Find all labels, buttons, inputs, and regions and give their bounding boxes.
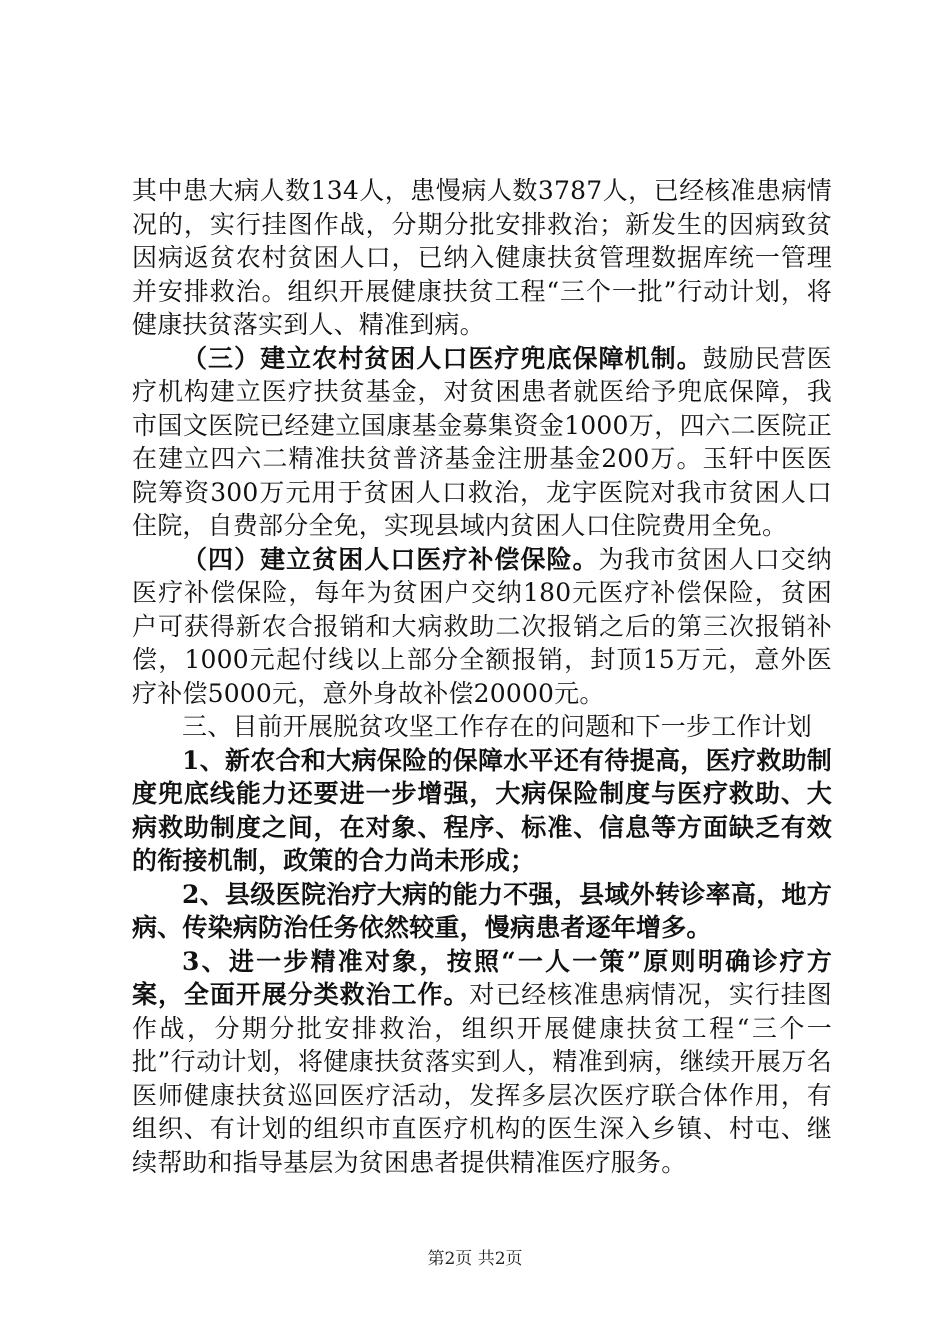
section-heading: （四）建立贫困人口医疗补偿保险。 xyxy=(182,544,599,574)
paragraph-plan-3 xyxy=(132,945,832,1180)
paragraph-text: 对已经核准患病情况，实行挂图作战，分期分批安排救治，组织开展健康扶贫工程“三个一批”行动计划，将健康扶贫落实到人，精准到病，继续开展万名医师健康扶贫巡回医疗活动，发挥多层次医疗联合体作用，有组织、有计划的组织市直医疗机构的医生深入乡镇、村屯、继续帮助和指导基层为贫困患者提供精准医疗服务。 xyxy=(132,980,832,1177)
paragraph-medical-safety-net xyxy=(132,342,832,543)
document-body xyxy=(132,174,832,1179)
paragraph-text: 为我市贫困人口交纳医疗补偿保险，每年为贫困户交纳180元医疗补偿保险，贫困户可获得新农合报销和大病救助二次报销之后的第三次报销补偿，1000元起付线以上部分全额报销，封顶15万元，意外医疗补偿5000元，意外身故补偿20000元。 xyxy=(132,544,832,708)
paragraph-patient-stats xyxy=(132,174,832,342)
paragraph-medical-insurance xyxy=(132,543,832,711)
section-title: 三、目前开展脱贫攻坚工作存在的问题和下一步工作计划 xyxy=(182,712,813,741)
section-title-problems xyxy=(132,710,832,744)
section-heading: 3、进一步精准对象，按照“一人一策”原则明确诊疗方案，全面开展分类救治工作。 xyxy=(132,946,832,1009)
paragraph-text: 其中患大病人数134人，患慢病人数3787人，已经核准患病情况的，实行挂图作战，分期分批安排救治；新发生的因病致贫因病返贫农村贫困人口，已纳入健康扶贫管理数据库统一管理并安排救治。组织开展健康扶贫工程“三个一批”行动计划，将健康扶贫落实到人、精准到病。 xyxy=(132,176,832,339)
paragraph-text: 鼓励民营医疗机构建立医疗扶贫基金，对贫困患者就医给予兜底保障，我市国文医院已经建立国康基金募集资金1000万，四六二医院正在建立四六二精准扶贫普济基金注册基金200万。玉轩中医医院筹资300万元用于贫困人口救治，龙宇医院对我市贫困人口住院，自费部分全免，实现县域内贫困人口住院费用全免。 xyxy=(132,343,832,540)
paragraph-text: 1、新农合和大病保险的保障水平还有待提高，医疗救助制度兜底线能力还要进一步增强，大病保险制度与医疗救助、大病救助制度之间，在对象、程序、标准、信息等方面缺乏有效的衔接机制，政策的合力尚未形成； xyxy=(132,745,832,875)
page-number: 第2页 共2页 xyxy=(427,1249,523,1269)
paragraph-text: 2、县级医院治疗大病的能力不强，县域外转诊率高，地方病、传染病防治任务依然较重，慢病患者逐年增多。 xyxy=(132,879,832,942)
section-heading: （三）建立农村贫困人口医疗兜底保障机制。 xyxy=(182,343,703,373)
page-footer xyxy=(0,1244,950,1269)
paragraph-problem-1 xyxy=(132,744,832,878)
paragraph-problem-2 xyxy=(132,878,832,945)
